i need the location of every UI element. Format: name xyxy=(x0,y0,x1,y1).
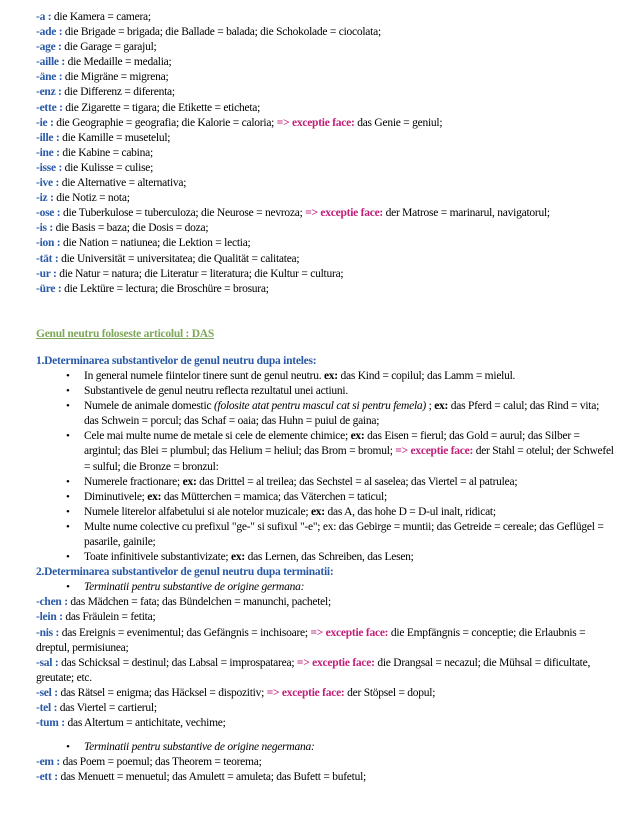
suffix-line: -lein : das Fräulein = fetita; xyxy=(36,611,156,624)
suffix-line: -sel : das Rätsel = enigma; das Häcksel = dispozitiv; => exceptie face: der Stöpsel = dopul; xyxy=(36,686,436,699)
neuter-suffix-list-german xyxy=(36,595,616,731)
heading-meaning: 1.Determinarea substantivelor de genul neutru dupa inteles: xyxy=(36,354,317,367)
exception-label: => exceptie face: xyxy=(395,445,474,458)
meaning-bullet-list xyxy=(36,369,616,565)
list-item: • Terminatii pentru substantive de origine negermana: xyxy=(36,740,616,755)
suffix-line: -enz : die Differenz = diferenta; xyxy=(36,86,175,99)
suffix-line: -ade : die Brigade = brigada; die Ballade = balada; die Schokolade = ciocolata; xyxy=(36,26,381,39)
feminine-suffix-list xyxy=(36,10,616,297)
list-item: • Substantivele de genul neutru reflecta rezultatul unei actiuni. xyxy=(36,384,616,399)
suffix-line: -ille : die Kamille = musetelul; xyxy=(36,131,171,144)
suffix-line: -a : die Kamera = camera; xyxy=(36,11,151,23)
suffix-line: -ose : die Tuberkulose = tuberculoza; die Neurose = nevroza; => exceptie face: der Matrose = marinarul, navigatorul; xyxy=(36,207,550,220)
suffix-line: -tel : das Viertel = cartierul; xyxy=(36,702,157,715)
exception-label: => exceptie face: xyxy=(276,116,355,129)
list-item: • Terminatii pentru substantive de origine germana: xyxy=(36,580,616,595)
list-item: • Cele mai multe nume de metale si cele de elemente chimice; ex: das Eisen = fierul; das Gold = aurul; das Silber = argintul; das Blei = plumbul; das Helium = heliul; das Brom = bromul; => exceptie face: der Stahl = otelul; der Schwefel = sulful; die Bronze = bronzul: xyxy=(36,429,616,474)
list-item: • Toate infinitivele substantivizate; ex: das Lernen, das Schreiben, das Lesen; xyxy=(36,550,616,565)
suffix-line: -ette : die Zigarette = tigara; die Etikette = eticheta; xyxy=(36,101,261,114)
suffix-line: -ion : die Nation = natiunea; die Lektion = lectia; xyxy=(36,237,251,250)
exception-label: => exceptie face: xyxy=(310,626,389,639)
suffix-line: -ett : das Menuett = menuetul; das Amulett = amuleta; das Bufett = bufetul; xyxy=(36,771,366,784)
neuter-suffix-list-foreign xyxy=(36,755,616,785)
suffix-line: -age : die Garage = garajul; xyxy=(36,41,157,54)
suffix-line: -ine : die Kabine = cabina; xyxy=(36,146,153,159)
exception-label: => exceptie face: xyxy=(266,686,345,699)
endings-sublist-german xyxy=(36,580,616,595)
suffix-line: -äne : die Migräne = migrena; xyxy=(36,71,169,84)
exception-label: => exceptie face: xyxy=(305,207,383,220)
suffix-line: -üre : die Lektüre = lectura; die Broschüre = brosura; xyxy=(36,282,269,295)
document-page xyxy=(36,10,616,786)
suffix-line: -chen : das Mädchen = fata; das Bündelchen = manunchi, pachetel; xyxy=(36,596,331,609)
list-item: • Diminutivele; ex: das Mütterchen = mamica; das Väterchen = taticul; xyxy=(36,490,616,505)
suffix-line: -aille : die Medaille = medalia; xyxy=(36,56,172,69)
suffix-line: -nis : das Ereignis = evenimentul; das Gefängnis = inchisoare; => exceptie face: die Empfängnis = conceptie; die Erlaubnis = dreptul, permisiunea; xyxy=(36,626,586,654)
list-item: • Numele de animale domestic (folosite atat pentru mascul cat si pentru femela) ; ex: das Pferd = calul; das Rind = vita; das Schwein = porcul; das Schaf = oaia; das Huhn = puiul de gaina; xyxy=(36,399,616,429)
suffix-line: -sal : das Schicksal = destinul; das Labsal = improspatarea; => exceptie face: die Drangsal = necazul; die Mühsal = dificultate, greutate; etc. xyxy=(36,656,591,684)
list-item: • Numele literelor alfabetului si ale notelor muzicale; ex: das A, das hohe D = D-ul inalt, ridicat; xyxy=(36,505,616,520)
exception-label: => exceptie face: xyxy=(296,656,375,669)
suffix-line: -em : das Poem = poemul; das Theorem = teorema; xyxy=(36,756,262,769)
endings-sublist-foreign xyxy=(36,740,616,755)
list-item: • Numerele fractionare; ex: das Drittel = al treilea; das Sechstel = al saselea; das Viertel = al patrulea; xyxy=(36,475,616,490)
suffix-line: -tum : das Altertum = antichitate, vechime; xyxy=(36,717,226,730)
suffix-line: -tät : die Universität = universitatea; die Qualität = calitatea; xyxy=(36,252,300,265)
list-item: • Multe nume colective cu prefixul "ge-" si sufixul "-e"; ex: das Gebirge = muntii; das Getreide = cereale; das Geflügel = pasarile, gainile; xyxy=(36,520,616,550)
suffix-line: -ie : die Geographie = geografia; die Kalorie = caloria; => exceptie face: das Genie = geniul; xyxy=(36,116,443,129)
suffix-line: -is : die Basis = baza; die Dosis = doza; xyxy=(36,222,209,235)
list-item: • In general numele fiintelor tinere sunt de genul neutru. ex: das Kind = copilul; das Lamm = mielul. xyxy=(36,369,616,384)
section-title: Genul neutru foloseste articolul : DAS xyxy=(36,327,215,340)
suffix-line: -isse : die Kulisse = culise; xyxy=(36,161,154,174)
suffix-line: -iz : die Notiz = nota; xyxy=(36,192,130,205)
heading-endings: 2.Determinarea substantivelor de genul neutru dupa terminatii: xyxy=(36,566,334,579)
suffix-line: -ive : die Alternative = alternativa; xyxy=(36,177,187,190)
suffix-line: -ur : die Natur = natura; die Literatur = literatura; die Kultur = cultura; xyxy=(36,267,344,280)
